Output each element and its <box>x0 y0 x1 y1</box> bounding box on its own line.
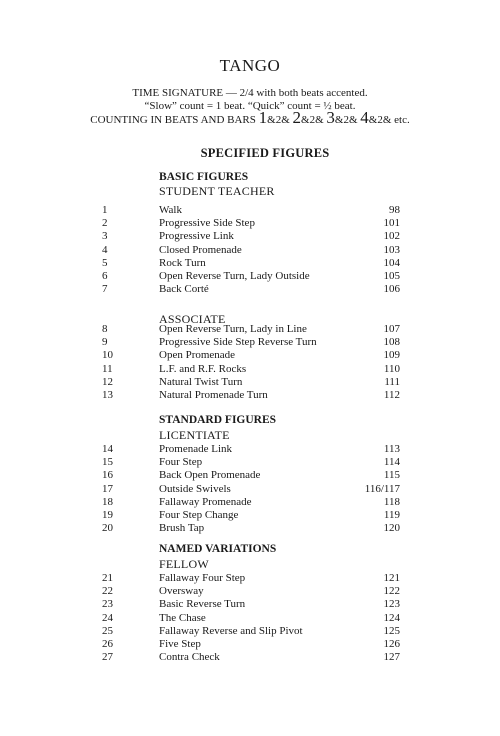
figure-name: Five Step <box>159 638 201 650</box>
page-number: 103 <box>383 243 400 256</box>
figure-name: Rock Turn <box>159 256 206 269</box>
section-heading: NAMED VARIATIONS <box>159 543 277 555</box>
figure-row <box>0 638 500 651</box>
counting-suffix: etc. <box>394 114 410 126</box>
figure-name: Fallaway Promenade <box>159 495 252 508</box>
figure-number: 6 <box>102 270 108 282</box>
section-level: STUDENT TEACHER <box>159 184 275 198</box>
figure-row <box>0 572 500 585</box>
page-number: 98 <box>389 204 400 216</box>
figure-row <box>0 509 500 522</box>
section-title-specified-figures: SPECIFIED FIGURES <box>200 146 330 160</box>
figure-name: Four Step Change <box>159 509 239 521</box>
page-number: 109 <box>383 349 400 362</box>
page-number: 123 <box>383 598 400 611</box>
figure-name: Promenade Link <box>159 443 233 455</box>
section-level: ASSOCIATE <box>159 312 226 326</box>
figure-row <box>0 283 500 296</box>
figure-name: The Chase <box>159 611 206 624</box>
page-number: 110 <box>383 362 400 375</box>
page-number: 111 <box>384 375 400 388</box>
figure-row <box>0 204 500 217</box>
section-heading: STANDARD FIGURES <box>159 414 277 426</box>
bar-number: 4 <box>360 108 369 127</box>
section-level: FELLOW <box>159 557 209 571</box>
page-number: 104 <box>383 256 400 269</box>
section-heading: BASIC FIGURES <box>159 171 249 183</box>
figure-row <box>0 323 500 336</box>
page-number: 107 <box>383 323 400 335</box>
bar-count <box>258 108 290 127</box>
figure-name: Fallaway Reverse and Slip Pivot <box>159 624 303 637</box>
figure-row <box>0 257 500 270</box>
figure-name: Basic Reverse Turn <box>159 598 246 611</box>
figure-name: Fallaway Four Step <box>159 572 246 584</box>
figure-name: Natural Promenade Turn <box>159 389 268 401</box>
figure-row <box>0 230 500 243</box>
figure-number: 10 <box>102 349 113 362</box>
bar-count <box>292 108 324 127</box>
figure-row <box>0 389 500 402</box>
figure-number: 13 <box>102 389 113 401</box>
figure-row <box>0 336 500 349</box>
figure-name: Brush Tap <box>159 522 205 535</box>
figure-number: 20 <box>102 522 113 535</box>
figure-number: 8 <box>102 323 108 335</box>
figure-name: Back Open Promenade <box>159 469 261 482</box>
page-number: 126 <box>383 638 400 650</box>
figure-name: Walk <box>159 204 182 216</box>
page-number: 113 <box>383 443 400 455</box>
figure-number: 14 <box>102 443 113 455</box>
figure-name: L.F. and R.F. Rocks <box>159 362 247 375</box>
page-number: 105 <box>383 270 400 282</box>
figure-number: 1 <box>102 204 108 216</box>
figure-name: Progressive Side Step Reverse Turn <box>159 336 317 349</box>
page-number: 115 <box>383 469 400 482</box>
figure-number: 18 <box>102 495 113 508</box>
page-number: 108 <box>383 336 400 349</box>
figure-name: Four Step <box>159 456 203 469</box>
figure-name: Open Reverse Turn, Lady in Line <box>159 323 307 335</box>
figure-number: 25 <box>102 624 113 637</box>
figure-row <box>0 349 500 362</box>
page-number: 106 <box>383 283 400 296</box>
figure-row <box>0 270 500 283</box>
count-definition-line: “Slow” count = 1 beat. “Quick” count = ½ beat. <box>144 100 356 112</box>
figure-row <box>0 469 500 482</box>
figure-number: 5 <box>102 256 108 269</box>
figure-row <box>0 244 500 257</box>
page-number: 114 <box>383 456 400 469</box>
page-number: 121 <box>383 572 400 584</box>
figure-number: 22 <box>102 585 113 598</box>
figure-row <box>0 612 500 625</box>
time-signature-line: TIME SIGNATURE — 2/4 with both beats accented. <box>132 87 368 99</box>
bar-number: 2 <box>292 108 302 127</box>
figure-row <box>0 585 500 598</box>
bar-number: 1 <box>258 108 268 127</box>
figure-name: Open Promenade <box>159 349 236 362</box>
page-number: 102 <box>383 230 400 243</box>
figure-row <box>0 443 500 456</box>
figure-number: 24 <box>102 611 113 624</box>
figure-number: 12 <box>102 375 113 388</box>
figure-row <box>0 625 500 638</box>
figure-row <box>0 456 500 469</box>
figure-name: Back Corté <box>159 283 209 296</box>
page-number: 112 <box>383 389 400 401</box>
section-level: LICENTIATE <box>159 428 230 442</box>
page-number: 120 <box>383 522 400 535</box>
page-number: 119 <box>383 509 400 521</box>
figure-row <box>0 483 500 496</box>
figure-row <box>0 496 500 509</box>
figure-number: 4 <box>102 243 108 256</box>
counting-prefix: COUNTING IN BEATS AND BARS <box>90 114 256 126</box>
beat-count: &2& <box>334 114 358 126</box>
figure-number: 16 <box>102 469 113 482</box>
figure-number: 26 <box>102 638 113 650</box>
figure-number: 11 <box>102 362 113 375</box>
bar-count <box>360 108 392 127</box>
beat-count: &2& <box>301 114 324 126</box>
figure-number: 23 <box>102 598 113 611</box>
figure-name: Progressive Link <box>159 230 234 243</box>
page-number: 101 <box>383 217 400 230</box>
figure-row <box>0 217 500 230</box>
bar-count <box>326 108 358 127</box>
figure-name: Progressive Side Step <box>159 217 255 230</box>
figure-number: 2 <box>102 217 108 230</box>
figure-row <box>0 522 500 535</box>
bar-number: 3 <box>326 108 335 127</box>
figure-number: 27 <box>102 651 113 664</box>
figure-number: 19 <box>102 509 113 521</box>
page-number: 124 <box>383 611 400 624</box>
beat-count: &2& <box>368 114 392 126</box>
page-number: 127 <box>383 651 400 664</box>
beat-count: &2& <box>267 114 290 126</box>
counting-line <box>0 110 500 128</box>
page-title: TANGO <box>219 56 281 75</box>
figure-number: 7 <box>102 283 108 296</box>
figure-number: 21 <box>102 572 113 584</box>
figure-name: Contra Check <box>159 651 220 664</box>
figure-name: Oversway <box>159 585 204 598</box>
figure-row <box>0 598 500 611</box>
figure-row <box>0 376 500 389</box>
figure-row <box>0 651 500 664</box>
page-number: 122 <box>383 585 400 598</box>
figure-number: 9 <box>102 336 108 349</box>
figure-name: Natural Twist Turn <box>159 375 243 388</box>
figure-number: 17 <box>102 482 113 495</box>
page-number: 116/117 <box>364 482 400 495</box>
figure-number: 3 <box>102 230 108 243</box>
figure-row <box>0 363 500 376</box>
page-number: 125 <box>383 624 400 637</box>
figure-number: 15 <box>102 456 113 469</box>
figure-name: Open Reverse Turn, Lady Outside <box>159 270 310 282</box>
page-number: 118 <box>383 495 400 508</box>
bar-counts <box>258 108 395 127</box>
figure-name: Closed Promenade <box>159 243 242 256</box>
figure-name: Outside Swivels <box>159 482 231 495</box>
